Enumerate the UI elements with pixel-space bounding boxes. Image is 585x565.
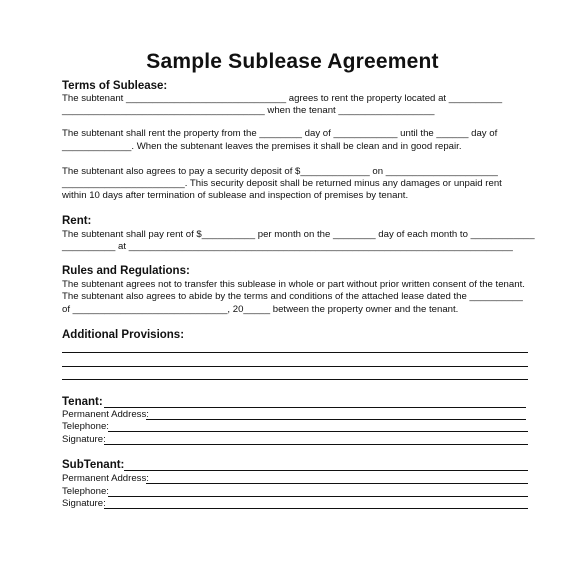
terms-line-4: _____________. When the subtenant leaves the premises it shall be clean and in good repair. [62,141,462,152]
rules-line-2: The subtenant also agrees to abide by the terms and conditions of the attached lease dated the __________ [62,291,523,302]
rent-line-1: The subtenant shall pay rent of $__________ per month on the ________ day of each month to ____________ [62,229,535,240]
subtenant-signature-line [104,508,528,509]
terms-heading: Terms of Sublease: [62,80,168,92]
terms-line-3: The subtenant shall rent the property from the ________ day of ____________ until the ______ day of [62,128,498,139]
subtenant-heading-line [124,470,528,471]
terms-line-7: within 10 days after termination of sublease and inspection of premises by tenant. [62,190,409,201]
subtenant-signature-label: Signature: [62,498,106,509]
rent-line-2: __________ at ________________________________________________________________________ [62,241,513,252]
terms-line-5: The subtenant also agrees to pay a security deposit of $_____________ on _____________________ [62,166,498,177]
document-title: Sample Sublease Agreement [146,50,439,73]
provision-line [62,352,528,353]
terms-line-1: The subtenant ______________________________ agrees to rent the property located at __________ [62,93,503,104]
terms-line-2: ______________________________________ when the tenant __________________ [62,105,435,116]
tenant-signature-label: Signature: [62,434,106,445]
subtenant-heading: SubTenant: [62,459,125,471]
rules-line-1: The subtenant agrees not to transfer this sublease in whole or part without prior written consent of the tenant. [62,279,525,290]
tenant-address-line [146,419,526,420]
subtenant-address-line [146,483,528,484]
tenant-heading: Tenant: [62,396,103,408]
terms-line-6: _______________________. This security deposit shall be returned minus any damages or unpaid rent [62,178,502,189]
rent-heading: Rent: [62,215,92,227]
subtenant-telephone-label: Telephone: [62,486,109,497]
subtenant-address-label: Permanent Address: [62,473,149,484]
provision-line [62,379,528,380]
tenant-telephone-label: Telephone: [62,421,109,432]
tenant-heading-line [104,407,526,408]
rules-heading: Rules and Regulations: [62,265,190,277]
subtenant-telephone-line [108,496,528,497]
tenant-telephone-line [108,431,528,432]
rules-line-3: of _____________________________, 20_____ between the property owner and the tenant. [62,304,459,315]
additional-provisions-heading: Additional Provisions: [62,329,185,341]
tenant-address-label: Permanent Address: [62,409,149,420]
tenant-signature-line [104,444,528,445]
provision-line [62,366,528,367]
